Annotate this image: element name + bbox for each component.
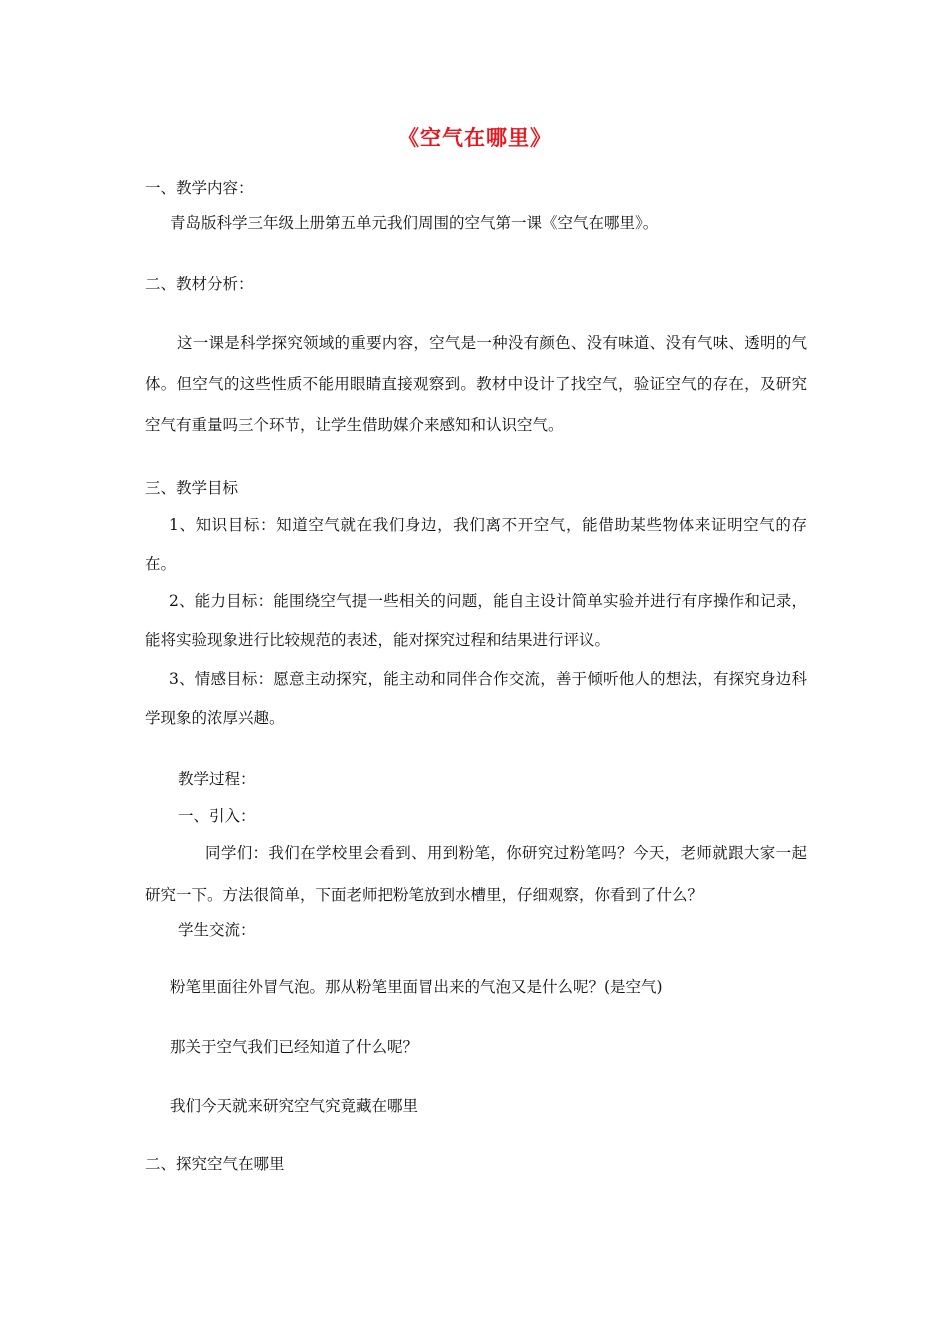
goal-ability: 2、能力目标：能围绕空气提一些相关的问题，能自主设计简单实验并进行有序操作和记录，能将实验现象进行比较规范的表述，能对探究过程和结果进行评议。 — [145, 592, 807, 649]
intro-heading: 一、引入： — [178, 807, 256, 825]
content-heading: 一、教学内容： — [145, 179, 254, 197]
process-heading: 教学过程： — [178, 770, 256, 788]
goal-knowledge: 1、知识目标：知道空气就在我们身边，我们离不开空气，能借助某些物体来证明空气的存在。 — [145, 516, 807, 573]
known-question: 那关于空气我们已经知道了什么呢？ — [170, 1038, 419, 1056]
intro-paragraph: 同学们：我们在学校里会看到、用到粉笔，你研究过粉笔吗？今天，老师就跟大家一起研究一下。方法很简单，下面老师把粉笔放到水槽里，仔细观察，你看到了什么？ — [145, 844, 807, 904]
content-text: 青岛版科学三年级上册第五单元我们周围的空气第一课《空气在哪里》。 — [170, 214, 659, 232]
student-exchange-label: 学生交流： — [178, 921, 256, 939]
goals-heading: 三、教学目标 — [145, 479, 239, 497]
document-title: 《空气在哪里》 — [398, 125, 552, 150]
explore-heading: 二、探究空气在哪里 — [145, 1155, 285, 1173]
today-topic: 我们今天就来研究空气究竟藏在哪里 — [170, 1097, 419, 1115]
goal-emotion: 3、情感目标：愿意主动探究，能主动和同伴合作交流，善于倾听他人的想法，有探究身边科学现象的浓厚兴趣。 — [145, 670, 807, 727]
bubble-observation: 粉笔里面往外冒气泡。那从粉笔里面冒出来的气泡又是什么呢？(是空气) — [170, 978, 663, 996]
analysis-paragraph: 这一课是科学探究领域的重要内容，空气是一种没有颜色、没有味道、没有气味、透明的气体。但空气的这些性质不能用眼睛直接观察到。教材中设计了找空气，验证空气的存在，及研究空气有重量吗三个环节，让学生借助媒介来感知和认识空气。 — [145, 334, 807, 434]
analysis-heading: 二、教材分析： — [145, 275, 254, 293]
